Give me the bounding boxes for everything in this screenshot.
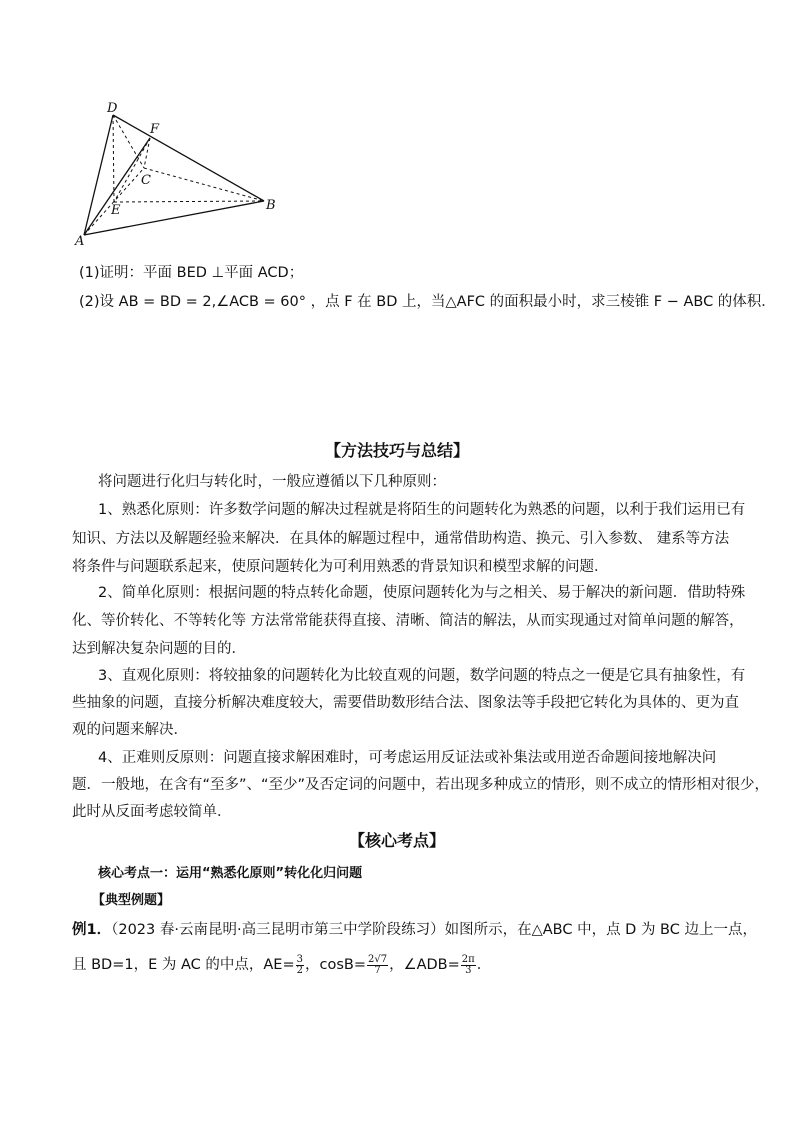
example-line2-end: ．	[476, 957, 492, 973]
method-p1-line3: 将条件与问题联系起来，使原问题转化为可利用熟悉的背景知识和模型求解的问题．	[72, 559, 609, 575]
typical-example-heading: 【典型例题】	[92, 893, 171, 908]
method-p2-line3: 达到解决复杂问题的目的．	[72, 641, 246, 657]
method-p3-line3: 观的问题来解决．	[72, 722, 188, 738]
example-1-line2	[72, 952, 491, 978]
method-p3-line1: 3、直观化原则：将较抽象的问题转化为比较直观的问题，数学问题的特点之一便是它具有抽象性，有	[98, 668, 746, 684]
fraction-cos	[367, 955, 388, 976]
method-p4-line1: 4、正难则反原则：问题直接求解困难时，可考虑运用反证法或补集法或用逆否命题间接地解决问	[98, 750, 717, 766]
section-title-core: 【核心考点】	[348, 831, 445, 850]
fraction-cos-num: 2√7	[367, 953, 388, 965]
pyramid-figure	[70, 95, 290, 250]
fraction-cos-den: 7	[374, 964, 381, 976]
method-p4-line2: 题．一般地，在含有“至多”、“至少”及否定词的问题中，若出现多种成立的情形，则不成立的情形相对很少，	[72, 777, 770, 793]
method-intro: 将问题进行化归与转化时，一般应遵循以下几种原则：	[98, 474, 446, 490]
fraction-ae-num: 3	[296, 953, 303, 965]
example-1-label: 例1．	[72, 922, 112, 938]
method-p2-line2: 化、等价转化、不等转化等 方法常常能获得直接、清晰、简洁的解法，从而实现通过对简单问题的解答，	[72, 613, 744, 629]
method-p3-line2: 些抽象的问题，直接分析解决难度较大，需要借助数形结合法、图象法等手段把它转化为具体的、更为直	[72, 695, 739, 711]
label-C: C	[141, 173, 151, 188]
fraction-ae	[296, 955, 304, 976]
core-point-1: 核心考点一：运用“熟悉化原则”转化化归问题	[98, 866, 363, 881]
method-p1-line1: 1、熟悉化原则：许多数学问题的解决过程就是将陌生的问题转化为熟悉的问题，以利于我们运用已有	[98, 502, 746, 518]
cos-prefix: ，cosB=	[304, 957, 366, 973]
problem-part-2: (2)设 AB = BD = 2,∠ACB = 60° ，点 F 在 BD 上，当△AFC 的面积最小时，求三棱锥 F − ABC 的体积．	[79, 294, 776, 310]
fraction-adb-den: 3	[465, 964, 472, 976]
label-F: F	[150, 122, 160, 137]
edge-EB	[114, 201, 264, 202]
adb-prefix: ，∠ADB=	[389, 957, 460, 973]
label-D: D	[107, 101, 118, 116]
fraction-adb	[461, 955, 476, 976]
example-1-line1	[72, 920, 757, 940]
edge-DC	[113, 115, 144, 168]
fraction-ae-den: 2	[296, 964, 303, 976]
method-p1-line2: 知识、方法以及解题经验来解决．在具体的解题过程中，通常借助构造、换元、引入参数、 建系等方法	[72, 531, 730, 547]
label-B: B	[266, 198, 276, 213]
method-p4-line3: 此时从反面考虑较简单．	[72, 804, 232, 820]
example-line2-prefix: 且 BD=1，E 为 AC 的中点，AE=	[72, 957, 295, 973]
problem-part-1: (1)证明：平面 BED ⊥平面 ACD；	[79, 265, 304, 281]
method-p2-line1: 2、简单化原则：根据问题的特点转化命题，使原问题转化为与之相关、易于解决的新问题．借助特殊	[98, 585, 746, 601]
section-title-method: 【方法技巧与总结】	[324, 441, 469, 460]
example-1-text: （2023 春·云南昆明·高三昆明市第三中学阶段练习）如图所示，在△ABC 中，点 D 为 BC 边上一点，	[111, 922, 757, 938]
edge-DE	[113, 115, 114, 202]
fraction-adb-num: 2π	[461, 953, 475, 965]
label-A: A	[75, 234, 85, 249]
edge-DA	[84, 115, 113, 235]
label-E: E	[111, 203, 121, 218]
edge-CB	[144, 168, 264, 201]
